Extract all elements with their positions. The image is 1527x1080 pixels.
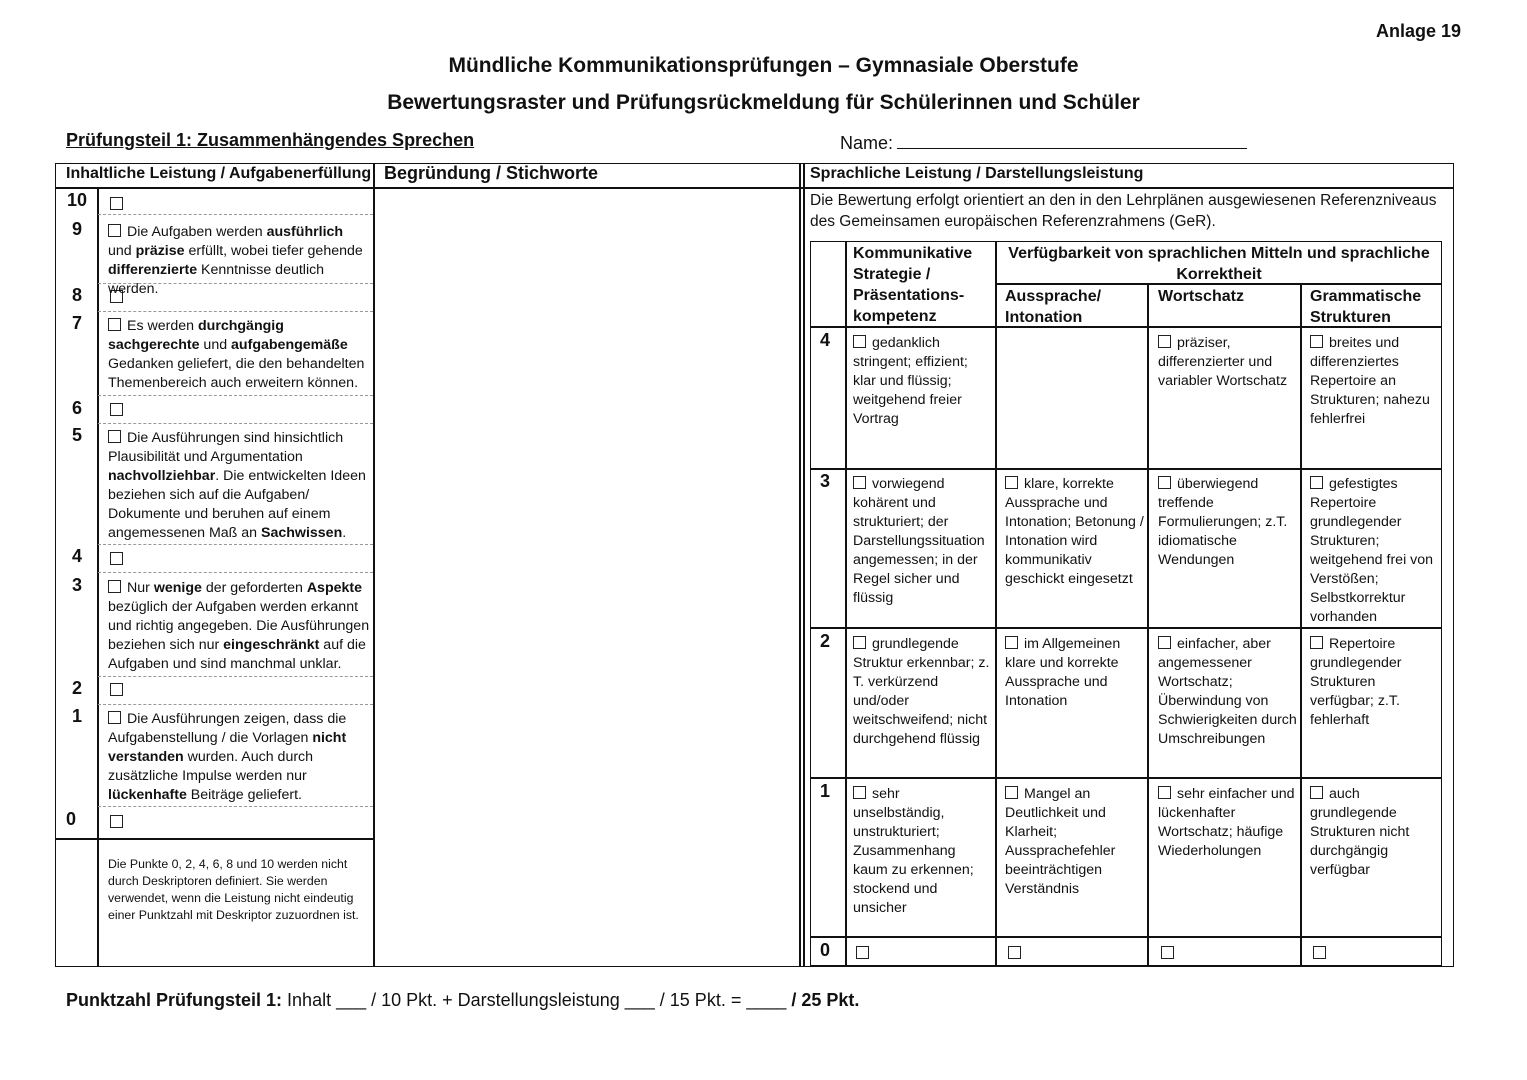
checkbox-0[interactable] bbox=[110, 815, 123, 828]
checkbox-vocabulary-0[interactable] bbox=[1161, 946, 1174, 959]
pronunciation-cell-2: im Allgemeinen klare und korrekte Aussprache und Intonation bbox=[1005, 636, 1121, 709]
score-2: 2 bbox=[71, 678, 82, 698]
vocabulary-cell-3: überwiegend treffende Formulierungen; z.T. idiomatische Wendungen bbox=[1158, 476, 1288, 568]
score-summary-total: / 25 Pkt. bbox=[791, 990, 860, 1010]
pronunciation-cell-3: klare, korrekte Aussprache und Intonation; Betonung / Intonation wird kommunikativ geschickt eingesetzt bbox=[1005, 476, 1144, 587]
score-summary bbox=[66, 990, 859, 1011]
divider bbox=[97, 187, 99, 967]
checkbox-pronunciation-0[interactable] bbox=[1008, 946, 1021, 959]
checkbox-3[interactable] bbox=[108, 580, 121, 593]
score-5: 5 bbox=[71, 425, 82, 445]
grammar-column-header: Grammatische Strukturen bbox=[1310, 288, 1422, 326]
language-column-header: Sprachliche Leistung / Darstellungsleistung bbox=[810, 165, 1144, 182]
divider bbox=[373, 163, 375, 967]
strategy-column-header: Kommunikative Strategie / Präsentations-kompetenz bbox=[853, 245, 973, 325]
name-line[interactable] bbox=[897, 130, 1247, 149]
score-10: 10 bbox=[66, 190, 88, 210]
document-title: Mündliche Kommunikationsprüfungen – Gymnasiale Oberstufe bbox=[448, 54, 1079, 77]
score-9: 9 bbox=[71, 219, 82, 239]
checkbox-grammar-1[interactable] bbox=[1310, 786, 1323, 799]
grammar-cell-3: gefestigtes Repertoire grundlegender Strukturen; weitgehend frei von Verstößen; Selbstkorrektur vorhanden bbox=[1310, 476, 1434, 625]
document-subtitle: Bewertungsraster und Prüfungsrückmeldung für Schülerinnen und Schüler bbox=[387, 91, 1140, 114]
divider bbox=[803, 163, 805, 967]
checkbox-5[interactable] bbox=[108, 430, 121, 443]
descriptor-5: Die Ausführungen sind hinsichtlich Plausibilität und Argumentation nachvollziehbar. Die entwickelten Ideen beziehen sich auf die Aufgaben/ Dokumente und beruhen auf einem angemessenen Maß an Sachwissen. bbox=[108, 430, 366, 541]
checkbox-1[interactable] bbox=[108, 711, 121, 724]
language-score-2: 2 bbox=[819, 631, 830, 651]
vocabulary-cell-1: sehr einfacher und lückenhafter Wortschatz; häufige Wiederholungen bbox=[1158, 786, 1295, 859]
score-0: 0 bbox=[65, 809, 76, 829]
content-column-header: Inhaltliche Leistung / Aufgabenerfüllung bbox=[66, 165, 372, 182]
score-3: 3 bbox=[71, 575, 82, 595]
pronunciation-column-header: Aussprache/ Intonation bbox=[1005, 288, 1102, 326]
checkbox-2[interactable] bbox=[110, 683, 123, 696]
divider bbox=[55, 187, 1454, 189]
score-7: 7 bbox=[71, 313, 82, 333]
score-6: 6 bbox=[71, 398, 82, 418]
checkbox-10[interactable] bbox=[110, 197, 123, 210]
grammar-cell-4: breites und differenziertes Repertoire an Strukturen; nahezu fehlerfrei bbox=[1310, 335, 1430, 427]
part-heading: Prüfungsteil 1: Zusammenhängendes Sprechen bbox=[66, 130, 475, 150]
checkbox-strategy-2[interactable] bbox=[853, 636, 866, 649]
grammar-cell-2: Repertoire grundlegender Strukturen verfügbar; z.T. fehlerhaft bbox=[1310, 636, 1402, 728]
score-8: 8 bbox=[71, 285, 82, 305]
scoring-note: Die Punkte 0, 2, 4, 6, 8 und 10 werden nicht durch Deskriptoren definiert. Sie werden verwendet, wenn die Leistung nicht eindeutig einer Punktzahl mit Deskriptor zuzuordnen ist. bbox=[108, 857, 359, 922]
checkbox-strategy-1[interactable] bbox=[853, 786, 866, 799]
score-1: 1 bbox=[71, 706, 82, 726]
strategy-cell-1: sehr unselbständig, unstrukturiert; Zusammenhang kaum zu erkennen; stockend und unsicher bbox=[853, 786, 974, 916]
language-score-0: 0 bbox=[819, 940, 830, 960]
checkbox-vocabulary-2[interactable] bbox=[1158, 636, 1171, 649]
divider bbox=[55, 838, 374, 840]
checkbox-strategy-0[interactable] bbox=[856, 946, 869, 959]
descriptor-3: Nur wenige der geforderten Aspekte bezüglich der Aufgaben werden erkannt und richtig angegeben. Die Ausführungen beziehen sich nur eingeschränkt auf die Aufgaben und sind manchmal unklar. bbox=[108, 580, 370, 672]
language-score-3: 3 bbox=[819, 471, 830, 491]
checkbox-pronunciation-2[interactable] bbox=[1005, 636, 1018, 649]
grammar-cell-1: auch grundlegende Strukturen nicht durchgängig verfügbar bbox=[1310, 786, 1410, 878]
checkbox-vocabulary-1[interactable] bbox=[1158, 786, 1171, 799]
descriptor-7: Es werden durchgängig sachgerechte und aufgabengemäße Gedanken geliefert, die den behandelten Themenbereich auch erweitern können. bbox=[108, 318, 365, 391]
annex-label: Anlage 19 bbox=[1375, 21, 1461, 41]
strategy-cell-3: vorwiegend kohärent und strukturiert; der Darstellungssituation angemessen; in der Regel sicher und flüssig bbox=[853, 476, 985, 606]
checkbox-9[interactable] bbox=[108, 224, 121, 237]
score-summary-label: Punktzahl Prüfungsteil 1: bbox=[66, 990, 283, 1010]
language-score-1: 1 bbox=[819, 781, 830, 801]
language-intro: Die Bewertung erfolgt orientiert an den in den Lehrplänen ausgewiesenen Referenzniveaus des Gemeinsamen europäischen Referenzrahmens (GeR). bbox=[810, 192, 1437, 230]
checkbox-grammar-0[interactable] bbox=[1313, 946, 1326, 959]
checkbox-grammar-2[interactable] bbox=[1310, 636, 1323, 649]
descriptor-9: Die Aufgaben werden ausführlich und präzise erfüllt, wobei tiefer gehende differenzierte Kenntnisse deutlich werden. bbox=[108, 224, 363, 297]
name-label: Name: bbox=[840, 133, 894, 153]
checkbox-pronunciation-1[interactable] bbox=[1005, 786, 1018, 799]
vocabulary-column-header: Wortschatz bbox=[1158, 288, 1244, 305]
checkbox-grammar-4[interactable] bbox=[1310, 335, 1323, 348]
divider bbox=[799, 163, 801, 967]
checkbox-vocabulary-3[interactable] bbox=[1158, 476, 1171, 489]
checkbox-6[interactable] bbox=[110, 403, 123, 416]
name-field[interactable] bbox=[840, 130, 1247, 154]
checkbox-strategy-3[interactable] bbox=[853, 476, 866, 489]
checkbox-7[interactable] bbox=[108, 318, 121, 331]
checkbox-grammar-3[interactable] bbox=[1310, 476, 1323, 489]
checkbox-4[interactable] bbox=[110, 552, 123, 565]
reasoning-column-header: Begründung / Stichworte bbox=[384, 163, 598, 183]
language-score-4: 4 bbox=[819, 330, 830, 350]
checkbox-strategy-4[interactable] bbox=[853, 335, 866, 348]
checkbox-pronunciation-3[interactable] bbox=[1005, 476, 1018, 489]
strategy-cell-2: grundlegende Struktur erkennbar; z. T. verkürzend und/oder weitschweifend; nicht durchgehend flüssig bbox=[853, 636, 990, 747]
vocabulary-cell-4: präziser, differenzierter und variabler Wortschatz bbox=[1158, 335, 1288, 389]
pronunciation-cell-1: Mangel an Deutlichkeit und Klarheit; Aussprachefehler beeinträchtigen Verständnis bbox=[1005, 786, 1116, 897]
descriptor-1: Die Ausführungen zeigen, dass die Aufgabenstellung / die Vorlagen nicht verstanden wurden. Auch durch zusätzliche Impulse werden nur lückenhafte Beiträge geliefert. bbox=[108, 711, 347, 803]
score-summary-fields[interactable]: Inhalt ___ / 10 Pkt. + Darstellungsleistung ___ / 15 Pkt. = ____ bbox=[287, 990, 787, 1010]
language-group-header: Verfügbarkeit von sprachlichen Mitteln und sprachliche Korrektheit bbox=[1008, 245, 1430, 283]
vocabulary-cell-2: einfacher, aber angemessener Wortschatz; Überwindung von Schwierigkeiten durch Umschreibungen bbox=[1158, 636, 1297, 747]
checkbox-vocabulary-4[interactable] bbox=[1158, 335, 1171, 348]
score-4: 4 bbox=[71, 546, 82, 566]
strategy-cell-4: gedanklich stringent; effizient; klar und flüssig; weitgehend freier Vortrag bbox=[853, 335, 968, 427]
